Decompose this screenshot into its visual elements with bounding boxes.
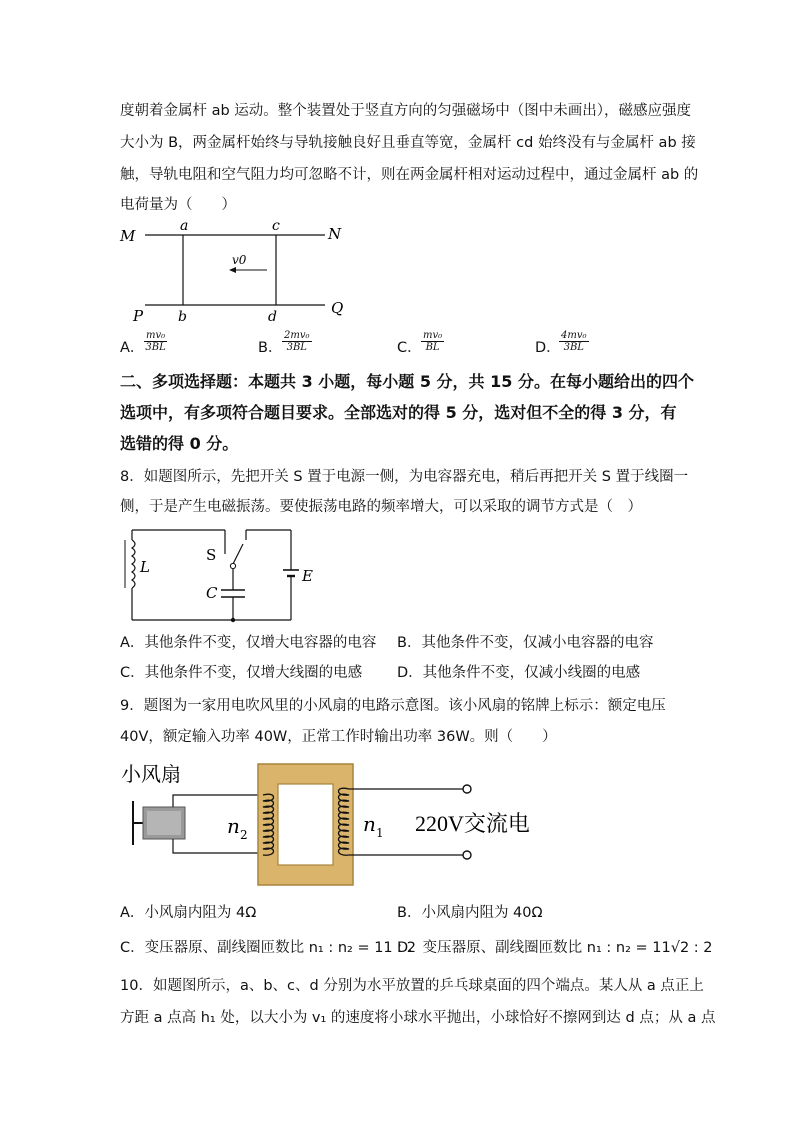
section-2-line-2: 选项中，有多项符合题目要求。全部选对的得 5 分，选对但不全的得 3 分，有 <box>120 403 677 422</box>
q7-option-a-num: mv₀ <box>146 330 166 341</box>
section-2-line-3: 选错的得 0 分。 <box>120 434 239 453</box>
q7-rails-figure <box>115 215 355 325</box>
label-a: a <box>180 218 189 234</box>
q10-line-1: 10．如题图所示，a、b、c、d 分别为水平放置的乒乓球桌面的四个端点。某人从 a 点正上 <box>120 978 704 994</box>
q8-line-1: 8．如题图所示，先把开关 S 置于电源一侧，为电容器充电，稍后再把开关 S 置于线圈一 <box>120 469 689 485</box>
q9-transformer-figure <box>115 755 555 890</box>
label-n1: n <box>363 812 376 836</box>
label-c: c <box>272 218 280 234</box>
label-S: S <box>206 546 217 564</box>
q7-option-c-fraction <box>421 330 444 353</box>
q7-option-a-den: 3BL <box>145 342 166 353</box>
q8-lc-circuit <box>115 522 325 627</box>
q7-option-d-den: 3BL <box>563 342 584 353</box>
source-label: 220V交流电 <box>415 811 530 836</box>
q7-option-b-num: 2mv₀ <box>284 330 310 341</box>
label-n1-sub: 1 <box>376 826 384 840</box>
q7-option-b-den: 3BL <box>286 342 307 353</box>
q9-option-c: C．变压器原、副线圈匝数比 n₁ : n₂ = 11 : 2 <box>120 940 416 956</box>
q7-line-3: 触，导轨电阻和空气阻力均可忽略不计，则在两金属杆相对运动过程中，通过金属杆 ab 的 <box>120 167 699 183</box>
label-C: C <box>206 584 218 602</box>
label-d: d <box>268 309 277 325</box>
q9-option-d: D．变压器原、副线圈匝数比 n₁ : n₂ = 11√2 : 2 <box>397 940 713 956</box>
label-N: N <box>328 225 342 243</box>
q7-option-d-fraction <box>559 330 589 353</box>
label-M: M <box>120 227 136 245</box>
label-Q: Q <box>331 299 344 317</box>
label-b: b <box>178 309 187 325</box>
q7-option-a-fraction <box>144 330 167 353</box>
q9-option-a: A．小风扇内阻为 4Ω <box>120 905 257 921</box>
q10-line-2: 方距 a 点高 h₁ 处，以大小为 v₁ 的速度将小球水平抛出，小球恰好不擦网到达 d 点；从 a 点 <box>120 1010 716 1026</box>
q8-option-a: A．其他条件不变，仅增大电容器的电容 <box>120 635 377 651</box>
fan-label: 小风扇 <box>121 762 181 786</box>
q7-line-2: 大小为 B，两金属杆始终与导轨接触良好且垂直等宽，金属杆 cd 始终没有与金属杆 ab 接 <box>120 135 696 151</box>
label-n2-sub: 2 <box>240 828 248 842</box>
q9-line-1: 9．题图为一家用电吹风里的小风扇的电路示意图。该小风扇的铭牌上标示：额定电压 <box>120 698 666 714</box>
q7-option-b-fraction <box>282 330 312 353</box>
q8-option-b: B．其他条件不变，仅减小电容器的电容 <box>397 635 654 651</box>
q7-option-d-num: 4mv₀ <box>561 330 587 341</box>
q9-line-2: 40V，额定输入功率 40W，正常工作时输出功率 36W。则（ ） <box>120 729 557 745</box>
section-2-line-1: 二、多项选择题：本题共 3 小题，每小题 5 分，共 15 分。在每小题给出的四个 <box>120 372 694 391</box>
q7-option-c-num: mv₀ <box>423 330 443 341</box>
q9-option-b: B．小风扇内阻为 40Ω <box>397 905 543 921</box>
label-v0: v0 <box>232 253 247 267</box>
q8-line-2: 侧，于是产生电磁振荡。要使振荡电路的频率增大，可以采取的调节方式是（ ） <box>120 499 642 515</box>
q7-option-c-den: BL <box>425 342 440 353</box>
q8-option-c: C．其他条件不变，仅增大线圈的电感 <box>120 665 363 681</box>
q7-line-4: 电荷量为（ ） <box>120 197 236 213</box>
q7-option-b-letter: B． <box>258 340 283 356</box>
q8-option-d: D．其他条件不变，仅减小线圈的电感 <box>397 665 641 681</box>
q7-option-a-letter: A． <box>120 340 145 356</box>
label-E: E <box>302 567 313 585</box>
label-n2: n <box>227 814 240 838</box>
q7-option-d-letter: D． <box>535 340 561 356</box>
label-L: L <box>140 558 150 576</box>
q7-option-c-letter: C． <box>397 340 422 356</box>
label-P: P <box>133 307 144 325</box>
q7-line-1: 度朝着金属杆 ab 运动。整个装置处于竖直方向的匀强磁场中（图中未画出），磁感应强度 <box>120 103 692 119</box>
